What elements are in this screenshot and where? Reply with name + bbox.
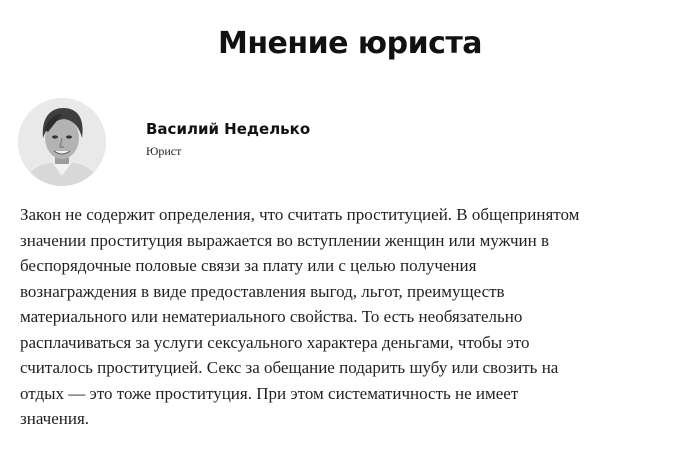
page-title: Мнение юриста: [217, 26, 483, 61]
article-line: отдых — это тоже проституция. При этом систематичность не имеет: [20, 383, 519, 403]
article-line: считалось проституцией. Секс за обещание подарить шубу или свозить на: [20, 358, 559, 377]
article-line: значения.: [20, 409, 90, 428]
author-avatar: [18, 98, 106, 186]
article-line: вознаграждения в виде предоставления выгод, льгот, преимуществ: [20, 281, 505, 301]
author-card: [18, 98, 518, 190]
article-line: значении проституция выражается во вступлении женщин или мужчин в: [20, 230, 549, 250]
author-role: Юрист: [146, 144, 182, 158]
author-name: Василий Неделько: [146, 120, 311, 138]
article-line: расплачиваться за услуги сексуального характера деньгами, чтобы это: [20, 332, 530, 352]
article-line: Закон не содержит определения, что считать проституцией. В общепринятом: [20, 205, 580, 224]
article-line: беспорядочные половые связи за плату или с целью получения: [20, 256, 477, 275]
article-body: [20, 202, 690, 432]
article-line: материального или нематериального свойства. То есть необязательно: [20, 307, 523, 326]
portrait-icon: [18, 98, 106, 186]
